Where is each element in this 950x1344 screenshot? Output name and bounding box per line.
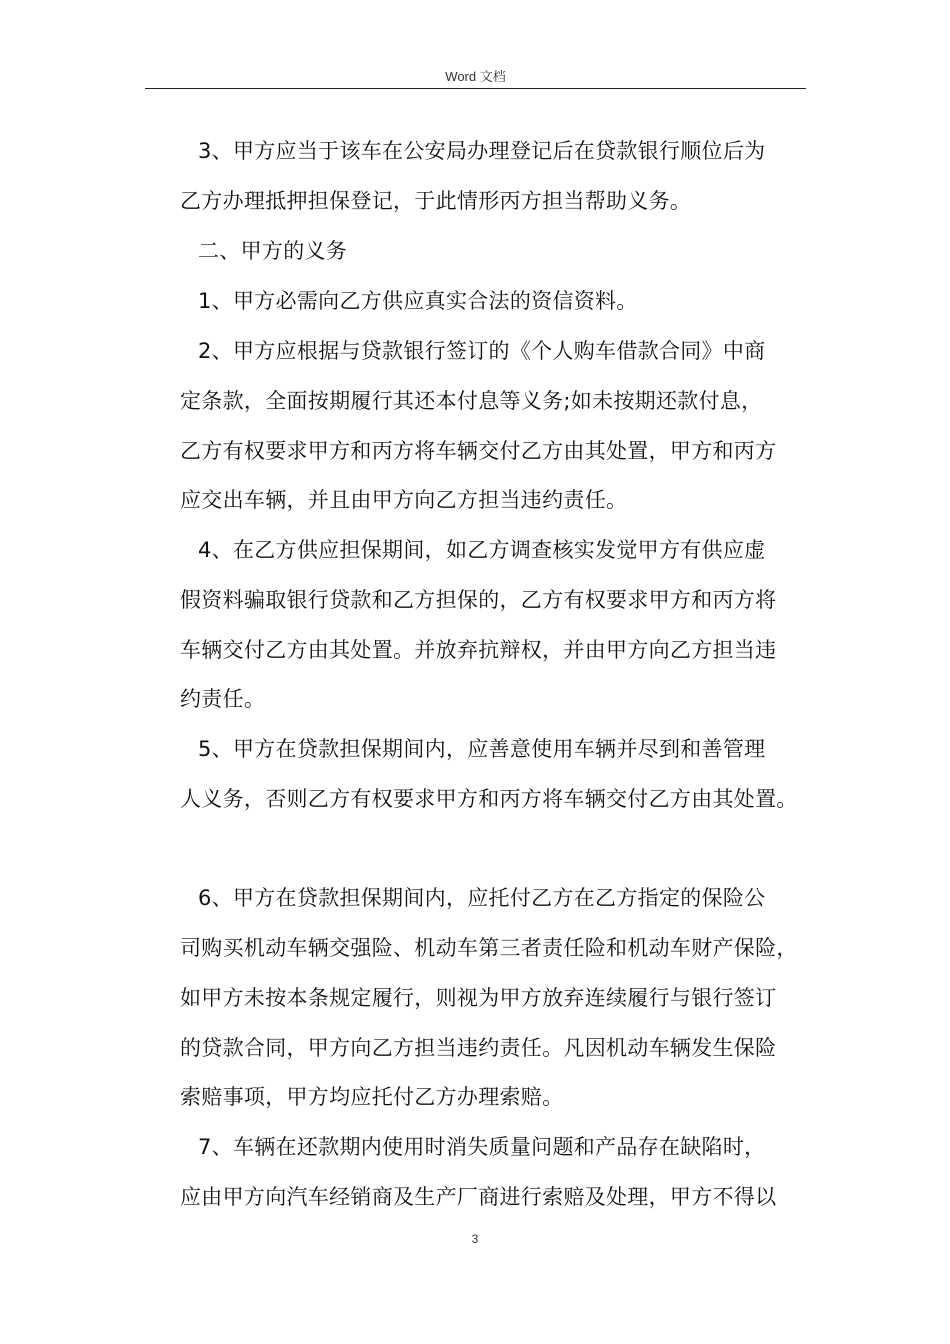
section-heading: 二、甲方的义务 — [198, 239, 348, 263]
paragraph-line: 乙方有权要求甲方和丙方将车辆交付乙方由其处置，甲方和丙方 — [180, 439, 777, 463]
paragraph-line: 1、甲方必需向乙方供应真实合法的资信资料。 — [198, 289, 638, 313]
paragraph-line: 5、甲方在贷款担保期间内，应善意使用车辆并尽到和善管理 — [198, 737, 766, 761]
paragraph-line: 6、甲方在贷款担保期间内，应托付乙方在乙方指定的保险公 — [198, 886, 766, 910]
paragraph-line: 如甲方未按本条规定履行，则视为甲方放弃连续履行与银行签订 — [180, 986, 777, 1010]
header-divider — [145, 88, 806, 89]
paragraph-line: 索赔事项，甲方均应托付乙方办理索赔。 — [180, 1085, 564, 1109]
paragraph-line: 3、甲方应当于该车在公安局办理登记后在贷款银行顺位后为 — [198, 139, 766, 163]
paragraph-line: 人义务，否则乙方有权要求甲方和丙方将车辆交付乙方由其处置。 — [180, 787, 798, 811]
paragraph-line: 应交出车辆，并且由甲方向乙方担当违约责任。 — [180, 488, 628, 512]
paragraph-line: 车辆交付乙方由其处置。并放弃抗辩权，并由甲方向乙方担当违 — [180, 638, 777, 662]
paragraph-line: 的贷款合同，甲方向乙方担当违约责任。凡因机动车辆发生保险 — [180, 1036, 777, 1060]
paragraph-line: 应由甲方向汽车经销商及生产厂商进行索赔及处理，甲方不得以 — [180, 1185, 777, 1209]
paragraph-line: 司购买机动车辆交强险、机动车第三者责任险和机动车财产保险， — [180, 936, 798, 960]
paragraph-line: 乙方办理抵押担保登记，于此情形丙方担当帮助义务。 — [180, 189, 692, 213]
page-header: Word 文档 — [445, 69, 506, 84]
paragraph-line: 假资料骗取银行贷款和乙方担保的，乙方有权要求甲方和丙方将 — [180, 588, 777, 612]
paragraph-line: 2、甲方应根据与贷款银行签订的《个人购车借款合同》中商 — [198, 339, 766, 363]
paragraph-line: 定条款，全面按期履行其还本付息等义务;如未按期还款付息， — [180, 389, 763, 413]
paragraph-line: 约责任。 — [180, 687, 266, 711]
page-number: 3 — [471, 1232, 479, 1246]
paragraph-line: 4、在乙方供应担保期间，如乙方调查核实发觉甲方有供应虚 — [198, 538, 766, 562]
paragraph-line: 7、车辆在还款期内使用时消失质量问题和产品存在缺陷时， — [198, 1135, 766, 1159]
